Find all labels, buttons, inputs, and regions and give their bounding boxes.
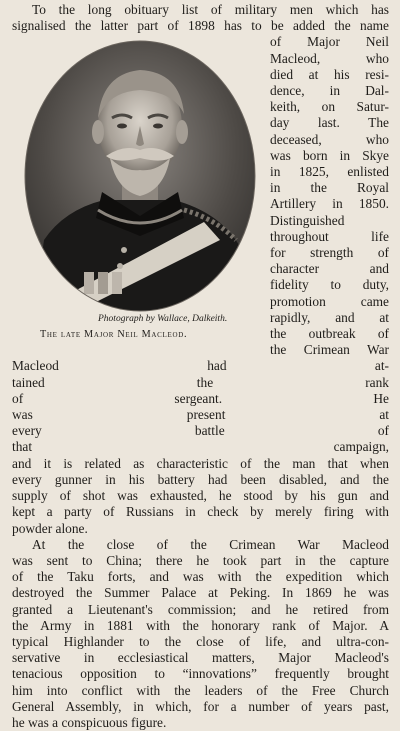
- column-line: Artillery in 1850.: [270, 196, 389, 212]
- column-line: promotion came: [270, 293, 389, 309]
- body-line: him into conflict with the leaders of the Free Church: [12, 682, 389, 698]
- column-line: the Crimean War: [270, 342, 389, 358]
- opening-line-2: signalised the latter part of 1898 has to be added the name: [12, 18, 389, 34]
- body-line: the Army in 1881 with the honorary rank of Major. A: [12, 617, 389, 633]
- column-line: dence, in Dal-: [270, 83, 389, 99]
- column-line: tained the rank: [12, 374, 389, 390]
- column-line: every battle of: [12, 423, 389, 439]
- body-line: and it is related as characteristic of the man that when: [12, 455, 389, 471]
- column-line: the outbreak of: [270, 326, 389, 342]
- body-line: every gunner in his battery had been disabled, and the: [12, 471, 389, 487]
- column-line: of Major Neil: [270, 34, 389, 50]
- column-line: Macleod, who: [270, 50, 389, 66]
- portrait-figure: [10, 34, 266, 352]
- full-width-text: [12, 456, 389, 731]
- photo-credit: Photograph by Wallace, Dalkeith.: [98, 314, 228, 325]
- column-line: rapidly, and at: [270, 309, 389, 325]
- body-line: of the Taku forts, and was with the expedition which: [12, 569, 389, 585]
- column-line: was present at: [12, 407, 389, 423]
- portrait-caption: The late Major Neil Macleod.: [40, 329, 188, 341]
- body-line: servative in ecclesiastical matters, Major Macleod's: [12, 650, 389, 666]
- body-line: typical Highlander to the close of life, and ultra-con-: [12, 633, 389, 649]
- body-line: granted a Lieutenant's commission; and he retired from: [12, 601, 389, 617]
- column-line: died at his resi-: [270, 66, 389, 82]
- body-line: he was a conspicuous figure.: [12, 714, 167, 730]
- opening-line-1: To the long obituary list of military men which has: [32, 2, 389, 17]
- column-line: deceased, who: [270, 131, 389, 147]
- column-line: Distinguished: [270, 212, 345, 228]
- column-line: for strength of: [270, 245, 389, 261]
- column-line: in 1825, enlisted: [270, 164, 389, 180]
- column-line: character and: [270, 261, 389, 277]
- column-line: day last. The: [270, 115, 389, 131]
- body-line: was sent to China; there he took part in the capture: [12, 552, 389, 568]
- column-line: that campaign,: [12, 439, 389, 455]
- body-line: destroyed the Summer Palace at Peking. In 1869 he was: [12, 585, 389, 601]
- column-line: keith, on Satur-: [270, 99, 389, 115]
- column-line: was born in Skye: [270, 147, 389, 163]
- column-line: fidelity to duty,: [270, 277, 389, 293]
- body-line: tenacious opposition to “innovations” frequently brought: [12, 666, 389, 682]
- body-line: At the close of the Crimean War Macleod: [32, 536, 389, 552]
- body-line: kept a party of Russians in check by merely firing with: [12, 504, 389, 520]
- column-line: throughout life: [270, 228, 389, 244]
- column-line: Macleod had at-: [12, 358, 389, 374]
- column-line: of sergeant. He: [12, 390, 389, 406]
- body-line: supply of shot was exhausted, he stood by his gun and: [12, 488, 389, 504]
- column-line: in the Royal: [270, 180, 389, 196]
- body-line: powder alone.: [12, 520, 88, 536]
- body-line: General Assembly, in which, for a number of years past,: [12, 698, 389, 714]
- portrait-photograph: [24, 40, 256, 312]
